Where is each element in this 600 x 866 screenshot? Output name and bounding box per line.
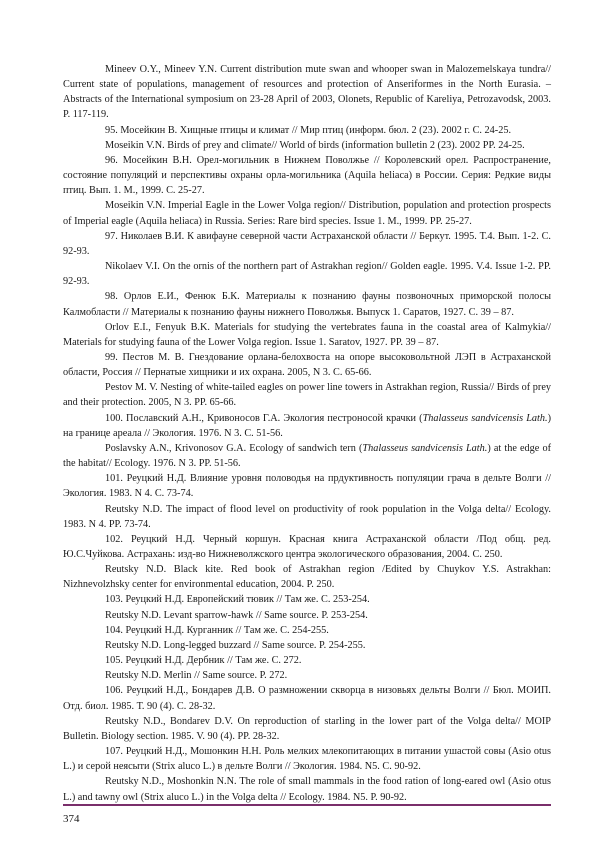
reference-entry: Reutsky N.D. Black kite. Red book of Astrakhan region /Edited by Chuykov Y.S. Astrakhan: Nizhnevolzhsky center for environmental education, 2004. P. 250.: [63, 564, 551, 591]
reference-entry: 101. Реуцкий Н.Д. Влияние уровня половодья на прдуктивность популяции грача в дельте Волги // Экология. 1983. N 4. С. 73-74.: [63, 473, 551, 500]
reference-entry: Nikolaev V.I. On the ornis of the northern part of Astrakhan region// Golden eagle. 1995. V.4. Issue 1-2. PP. 92-93.: [63, 261, 551, 288]
entry-text: 100. Пославский А.Н., Кривоносов Г.А. Экология пестроносой крачки (: [105, 412, 423, 424]
footer-rule: [63, 804, 551, 806]
reference-entry: 104. Реуцкий Н.Д. Курганник // Там же. С. 254-255.: [105, 624, 329, 636]
reference-entry: 107. Реуцкий Н.Д., Мошонкин Н.Н. Роль мелких млекопитающих в питании ушастой совы (Asio otus L.) и серой неясыти (Strix aluco L.) в дельте Волги // Экология. 1984. N5. С. 90-92.: [63, 746, 551, 773]
reference-entry: Reutsky N.D., Moshonkin N.N. The role of small mammals in the food ration of long-eared owl (Asio otus L.) and tawny owl (Strix aluco L.) in the Volga delta // Ecology. 1984. N5. P. 90-92.: [63, 776, 551, 803]
entry-text: Poslavsky A.N., Krivonosov G.A. Ecology of sandwich tern (: [105, 442, 363, 454]
reference-entry: 98. Орлов Е.И., Фенюк Б.К. Материалы к познанию фауны позвоночных приморской полосы Калмобласти // Материалы к познанию фауны нижнего Поволжья. Выпуск 1. Саратов, 1927. С. 39 – 87.: [63, 291, 551, 318]
species-name: Thalasseus sandvicensis Lath.: [362, 442, 488, 454]
reference-entry: 95. Мосейкин В. Хищные птицы и климат // Мир птиц (информ. бюл. 2 (23). 2002 г. С. 24-25.: [105, 124, 512, 136]
reference-entry: Mineev O.Y., Mineev Y.N. Current distribution mute swan and whooper swan in Malozemelskaya tundra// Current state of populations, management of resources and protection of Anseriformes in the North Eurasia. – Abstracts of the International symposium on 23-28 April of 2003, Olonets, Republic of Kareliya, Petrozavodsk, 2003. P. 117-119.: [63, 64, 551, 121]
reference-entry: Reutsky N.D. Levant sparrow-hawk // Same source. P. 253-254.: [105, 609, 368, 621]
reference-entry: 97. Николаев В.И. К авифауне северной части Астраханской области // Беркут. 1995. Т.4. Вып. 1-2. С. 92-93.: [63, 230, 551, 257]
reference-entry: 105. Реуцкий Н.Д. Дербник // Там же. С. 272.: [105, 655, 302, 667]
reference-entry: 96. Мосейкин В.Н. Орел-могильник в Нижнем Поволжье // Королевский орел. Распространение, состояние популяций и перспективы охраны орла-могильника (Aquila heliaca) в России. Серия: Редкие виды птиц. Вып. 1. М., 1999. С. 25-27.: [63, 154, 551, 197]
reference-entry: 106. Реуцкий Н.Д., Бондарев Д.В. О размножении скворца в низовьях дельты Волги // Бюл. МОИП. Отд. биол. 1985. Т. 90 (4). С. 28-32.: [63, 685, 551, 712]
reference-entry: [63, 441, 551, 471]
reference-entry: Moseikin V.N. Birds of prey and climate// World of birds (information bulletin 2 (23). 2002 PP. 24-25.: [105, 139, 525, 151]
reference-entry: Reutsky N.D. The impact of flood level on productivity of rook population in the Volga delta// Ecology. 1983. N 4. PP. 73-74.: [63, 503, 551, 530]
species-name: Thalasseus sandvicensis Lath.: [422, 412, 548, 424]
reference-entry: Pestov M. V. Nesting of white-tailed eagles on power line towers in Astrakhan region, Russia// Birds of prey and their protection. 2005, N 3. PP. 65-66.: [63, 382, 551, 409]
reference-entry: Reutsky N.D. Long-legged buzzard // Same source. P. 254-255.: [105, 639, 366, 651]
reference-entry: [63, 411, 551, 441]
reference-entry: Orlov E.I., Fenyuk B.K. Materials for studying the vertebrates fauna in the coastal area of Kalmykia// Materials for studying fauna of the Lower Volga region. Issue 1. Saratov, 1927. PP. 39 – 87.: [63, 321, 551, 348]
reference-entry: Reutsky N.D. Merlin // Same source. P. 272.: [105, 670, 288, 682]
reference-entry: Reutsky N.D., Bondarev D.V. On reproduction of starling in the lower part of the Volga delta// MOIP Bulletin. Biology section. 1985. V. 90 (4). PP. 28-32.: [63, 715, 551, 742]
entry-text: ) на границе ареала // Экология. 1976. N 3. C. 51-56.: [63, 412, 551, 439]
page-number: 374: [63, 813, 80, 825]
reference-entry: Moseikin V.N. Imperial Eagle in the Lower Volga region// Distribution, population and protection prospects of Imperial eagle (Aquila heliaca) in Russia. Series: Rare bird species. Issue 1. M., 1999. PP. 25-27.: [63, 200, 551, 227]
reference-entry: 99. Пестов М. В. Гнездование орлана-белохвоста на опоре высоковольтной ЛЭП в Астраханской области, Россия // Пернатые хищники и их охрана. 2005, N 3. C. 65-66.: [63, 351, 551, 379]
references-list: [63, 62, 551, 805]
reference-entry: 102. Реуцкий Н.Д. Черный коршун. Красная книга Астраханской области /Под общ. ред. Ю.С.Чуйкова. Астрахань: изд-во Нижневолжского центра экологического образования, 2004. С. 250.: [63, 533, 551, 560]
reference-entry: 103. Реуцкий Н.Д. Европейский тювик // Там же. С. 253-254.: [105, 594, 370, 606]
entry-text: ) at the edge of the habitat// Ecology. 1976. N 3. PP. 51-56.: [63, 442, 551, 470]
